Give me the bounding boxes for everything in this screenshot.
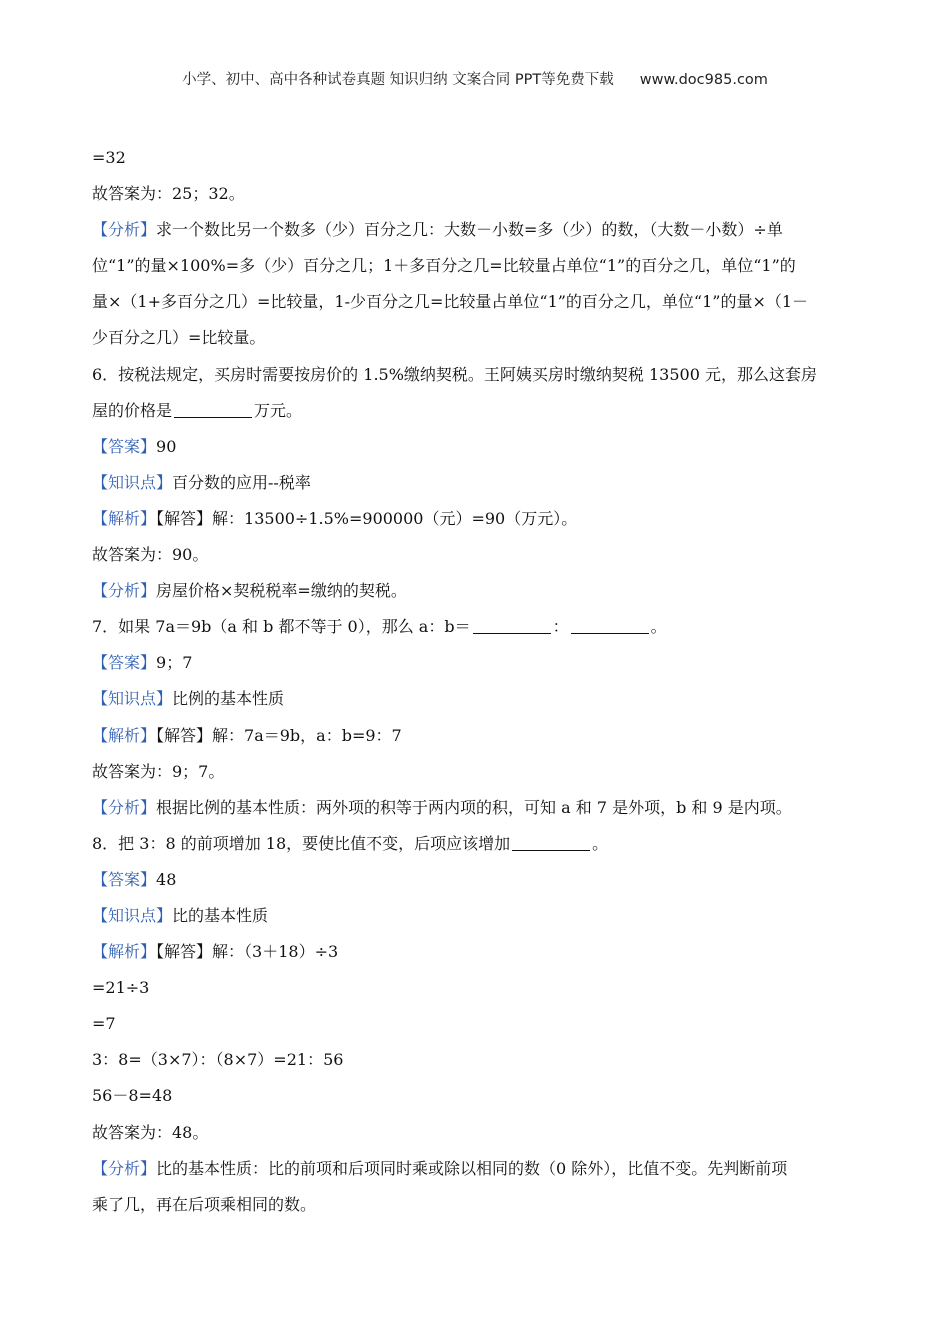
answer-blank xyxy=(512,849,590,851)
analysis-line: 【分析】根据比例的基本性质：两外项的积等于两内项的积，可知 a 和 7 是外项，b 和 9 是内项。 xyxy=(92,797,792,817)
analysis-line: 【分析】房屋价格×契税税率=缴纳的契税。 xyxy=(92,581,407,601)
text-line: 乘了几，再在后项乘相同的数。 xyxy=(92,1194,317,1214)
document-body xyxy=(92,140,872,1223)
header-site[interactable]: www.doc985.com xyxy=(639,72,768,88)
text-line: 3：8=（3×7）：（8×7）=21：56 xyxy=(92,1050,344,1070)
jieda-tag: 【解答】 xyxy=(156,942,213,962)
answer-blank xyxy=(571,632,649,634)
jiexi-tag: 【解析】 xyxy=(92,942,157,962)
jiexi-tag: 【解析】 xyxy=(92,725,157,745)
analysis-line: 【分析】求一个数比另一个数多（少）百分之几：大数－小数=多（少）的数，（大数－小数）÷单 xyxy=(92,220,783,240)
text-line: 位“1”的量×100%=多（少）百分之几；1＋多百分之几=比较量占单位“1”的百分之几，单位“1”的 xyxy=(92,256,796,276)
page-header xyxy=(0,68,950,89)
solution-line: 【解析】【解答】解：13500÷1.5%=900000（元）=90（万元）。 xyxy=(92,508,578,528)
question-8: 8．把 3：8 的前项增加 18，要使比值不变，后项应该增加 。 xyxy=(92,833,609,853)
knowledge-tag: 【知识点】 xyxy=(92,689,173,709)
text-line: 故答案为：48。 xyxy=(92,1122,209,1142)
knowledge-line: 【知识点】比例的基本性质 xyxy=(92,689,285,709)
text-line: =7 xyxy=(92,1014,116,1034)
header-text: 小学、初中、高中各种试卷真题 知识归纳 文案合同 PPT等免费下载 xyxy=(182,72,614,88)
text-line: 56－8=48 xyxy=(92,1086,173,1106)
text-line: =32 xyxy=(92,148,126,167)
jieda-tag: 【解答】 xyxy=(156,725,213,745)
question-7: 7．如果 7a＝9b（a 和 b 都不等于 0），那么 a：b＝ ： 。 xyxy=(92,617,667,637)
analysis-line: 【分析】比的基本性质：比的前项和后项同时乘或除以相同的数（0 除外），比值不变。先判断前项 xyxy=(92,1158,788,1178)
solution-line: 【解析】【解答】解：（3＋18）÷3 xyxy=(92,942,339,962)
answer-line: 【答案】90 xyxy=(92,436,177,456)
analysis-tag: 【分析】 xyxy=(92,1158,157,1178)
text-line: 故答案为：90。 xyxy=(92,545,209,565)
knowledge-line: 【知识点】百分数的应用--税率 xyxy=(92,472,311,492)
question-6: 6．按税法规定，买房时需要按房价的 1.5%缴纳契税。王阿姨买房时缴纳契税 13500 元，那么这套房 xyxy=(92,364,817,384)
jieda-tag: 【解答】 xyxy=(156,508,213,528)
question-6-blank-line: 屋的价格是 万元。 xyxy=(92,400,303,420)
analysis-tag: 【分析】 xyxy=(92,220,157,240)
knowledge-tag: 【知识点】 xyxy=(92,905,173,925)
text-line: 故答案为：25；32。 xyxy=(92,184,245,204)
answer-tag: 【答案】 xyxy=(92,869,157,889)
answer-blank xyxy=(174,416,252,418)
analysis-tag: 【分析】 xyxy=(92,797,157,817)
text-line: 故答案为：9；7。 xyxy=(92,761,225,781)
jiexi-tag: 【解析】 xyxy=(92,508,157,528)
knowledge-tag: 【知识点】 xyxy=(92,472,173,492)
knowledge-line: 【知识点】比的基本性质 xyxy=(92,905,269,925)
analysis-tag: 【分析】 xyxy=(92,581,157,601)
answer-tag: 【答案】 xyxy=(92,436,157,456)
text-line: 量×（1+多百分之几）=比较量，1-少百分之几=比较量占单位“1”的百分之几，单位“1”的量×（1－ xyxy=(92,292,809,312)
text-line: 少百分之几）=比较量。 xyxy=(92,328,266,348)
solution-line: 【解析】【解答】解：7a＝9b，a：b=9：7 xyxy=(92,725,402,745)
answer-blank xyxy=(473,632,551,634)
answer-line: 【答案】48 xyxy=(92,869,177,889)
text-line: =21÷3 xyxy=(92,978,150,998)
answer-line: 【答案】9；7 xyxy=(92,653,193,673)
answer-tag: 【答案】 xyxy=(92,653,157,673)
